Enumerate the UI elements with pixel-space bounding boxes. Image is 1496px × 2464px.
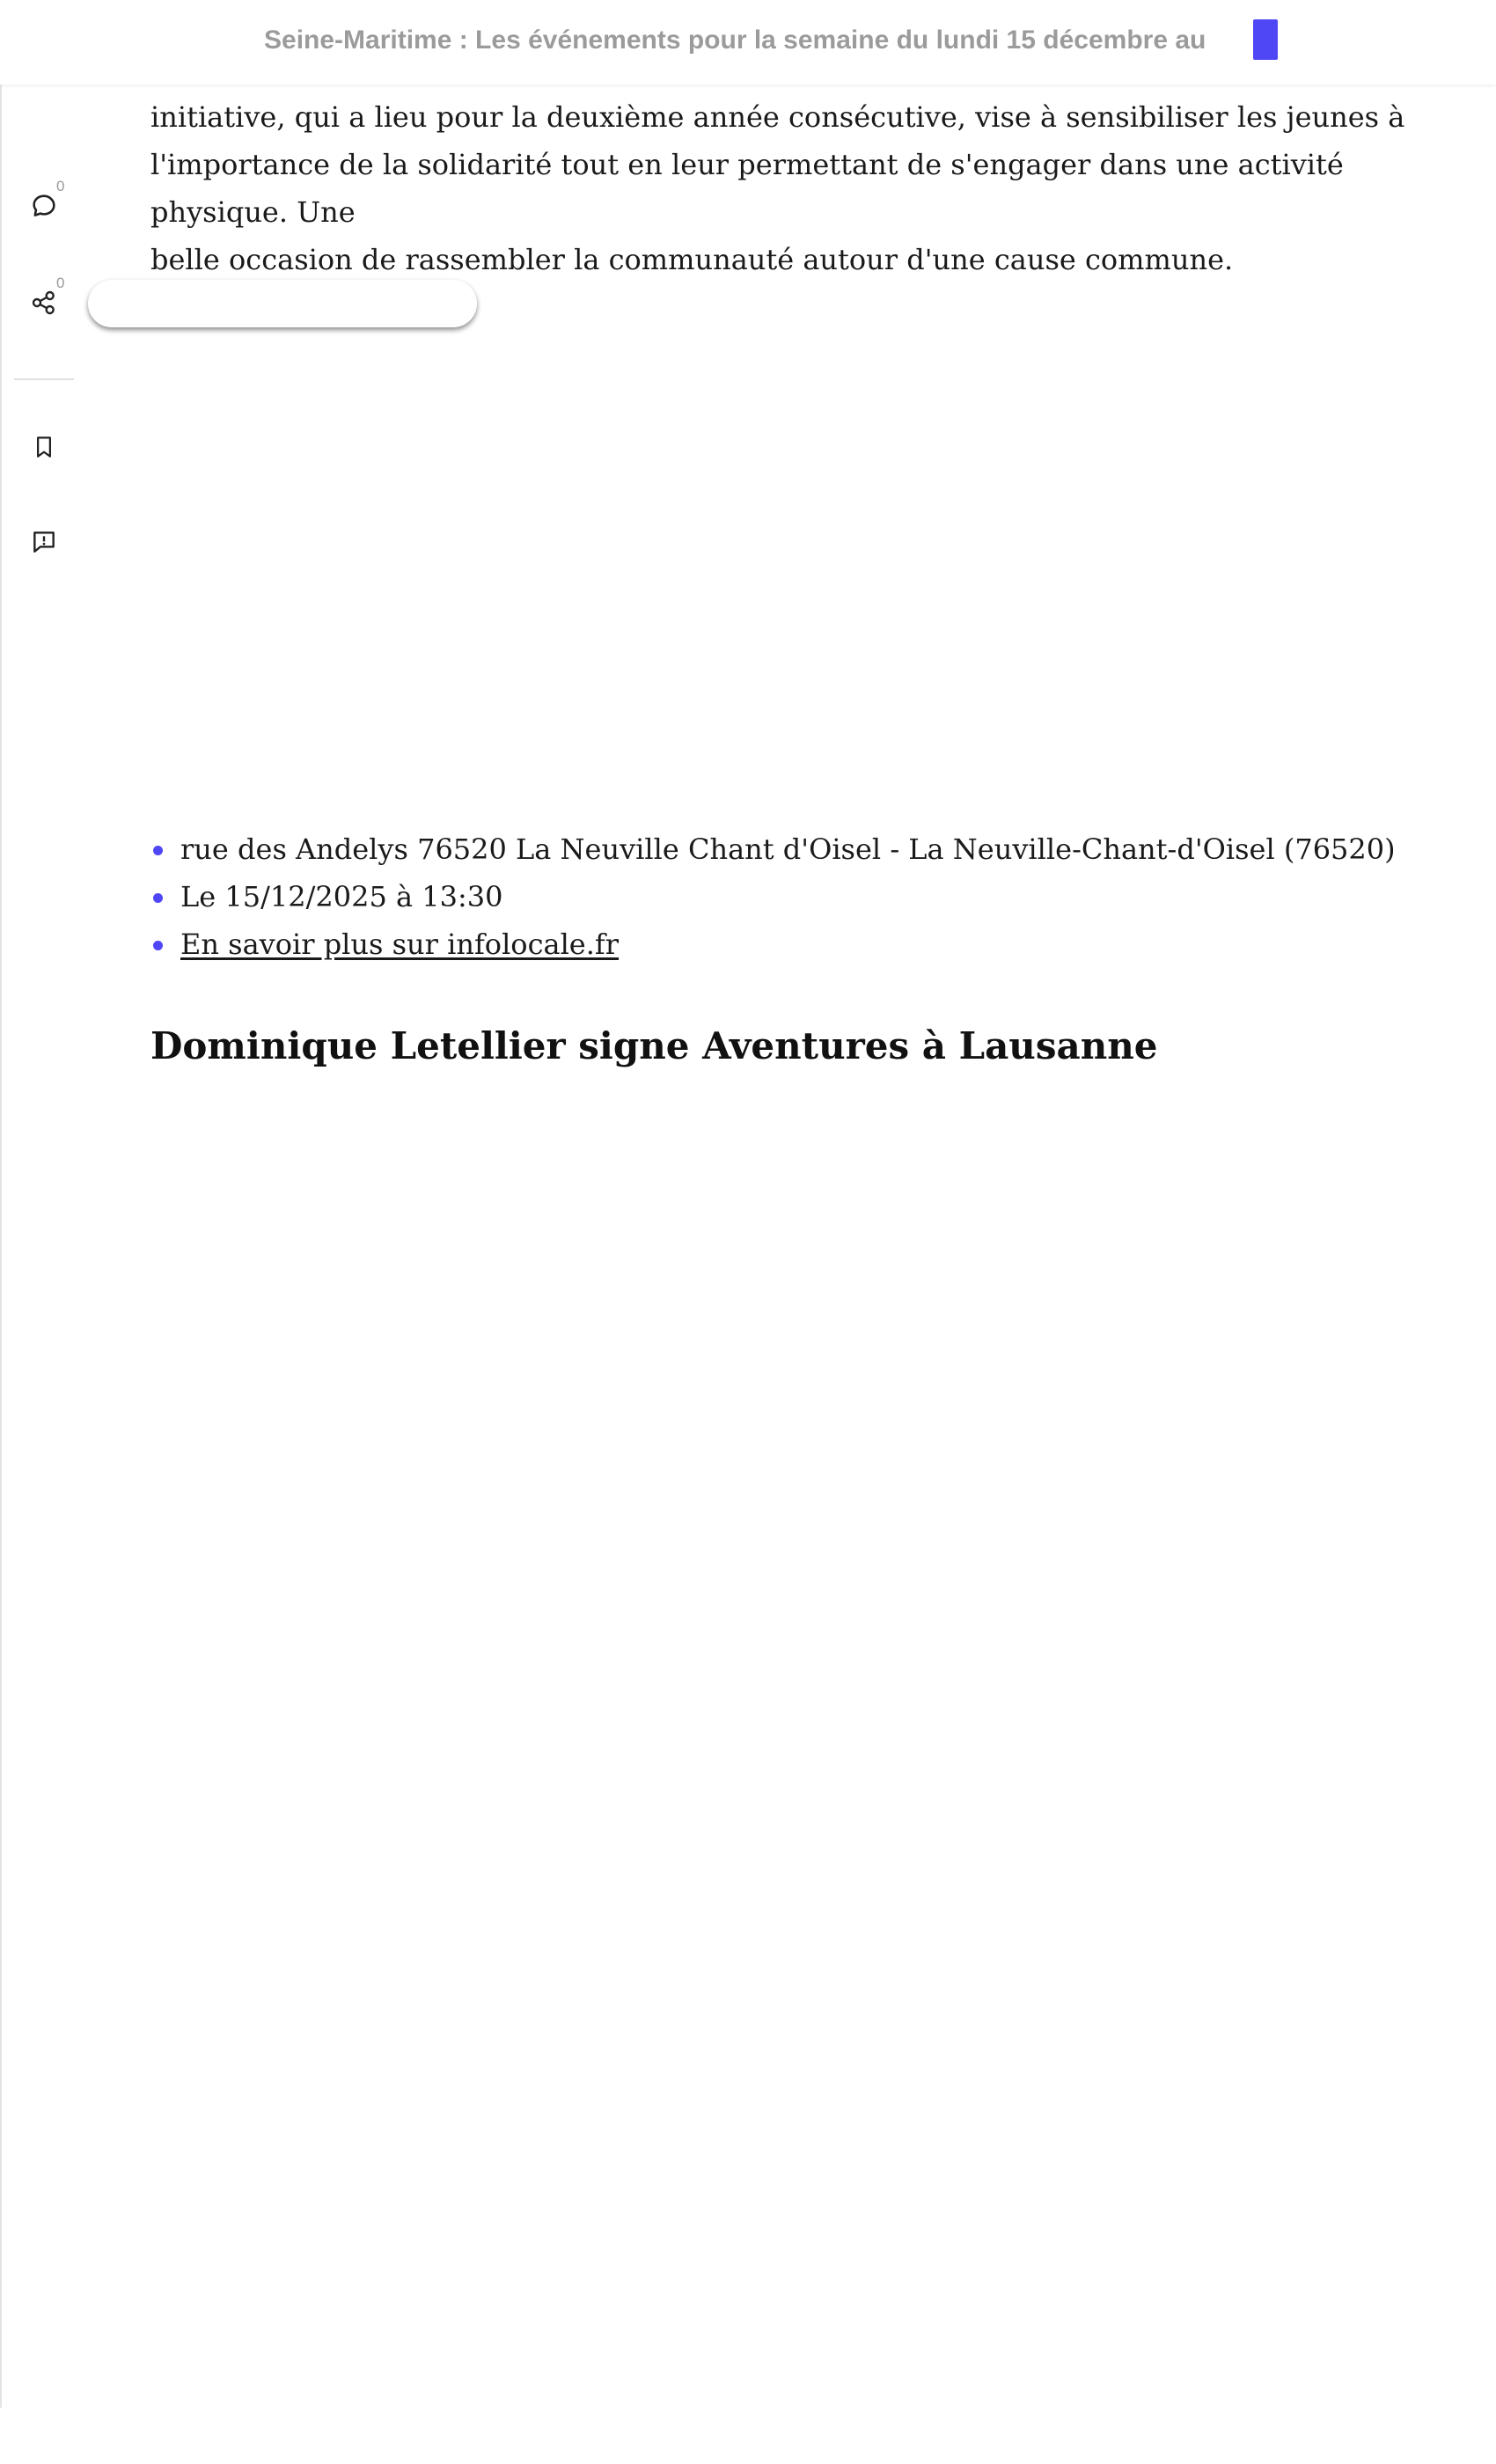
floating-pill-bar[interactable] bbox=[88, 280, 477, 327]
infolocale-link[interactable]: En savoir plus sur infolocale.fr bbox=[180, 928, 620, 961]
comments-button[interactable] bbox=[23, 178, 65, 227]
bookmark-icon bbox=[31, 433, 57, 461]
event-more-info-item bbox=[150, 920, 1396, 968]
shares-count: 0 bbox=[56, 275, 65, 291]
paragraph-line: l'importance de la solidarité tout en leur permettant de s'engager dans une activité physique. Une bbox=[150, 148, 1344, 229]
bookmark-button[interactable] bbox=[23, 426, 65, 468]
event-address: rue des Andelys 76520 La Neuville Chant d'Oisel - La Neuville-Chant-d'Oisel (76520) bbox=[150, 825, 1396, 873]
comment-icon bbox=[29, 191, 59, 221]
article-action-rail bbox=[0, 84, 76, 2408]
event-details-list bbox=[150, 825, 1396, 968]
report-error-button[interactable] bbox=[23, 521, 65, 563]
sticky-header bbox=[0, 0, 1496, 84]
rail-divider bbox=[14, 378, 74, 380]
event-date: Le 15/12/2025 à 13:30 bbox=[150, 873, 1396, 920]
share-icon bbox=[30, 289, 58, 317]
article-paragraph bbox=[150, 93, 1462, 283]
reading-progress-indicator bbox=[1253, 19, 1278, 60]
section-heading: Dominique Letellier signe Aventures à Lausanne bbox=[150, 1024, 1158, 1067]
header-article-title[interactable]: Seine-Maritime : Les événements pour la semaine du lundi 15 décembre au bbox=[264, 26, 1206, 55]
comments-count: 0 bbox=[56, 178, 65, 194]
share-button[interactable] bbox=[23, 275, 65, 324]
paragraph-line: belle occasion de rassembler la communauté autour d'une cause commune. bbox=[150, 243, 1234, 276]
report-icon bbox=[30, 528, 58, 556]
paragraph-line: initiative, qui a lieu pour la deuxième année consécutive, vise à sensibiliser les jeunes à bbox=[150, 100, 1405, 134]
